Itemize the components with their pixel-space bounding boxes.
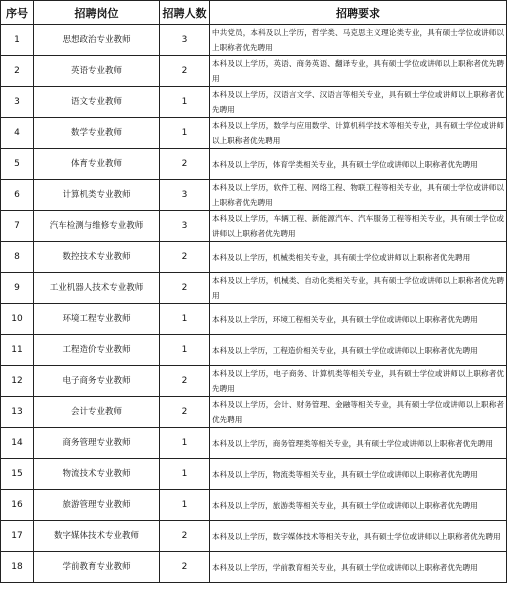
table-header xyxy=(1,1,507,25)
row-requirement: 本科及以上学历，车辆工程、新能源汽车、汽车服务工程等相关专业，具有硕士学位或讲师以上职称者优先聘用 xyxy=(210,211,507,242)
table-row xyxy=(1,242,507,273)
row-position: 会计专业教师 xyxy=(34,397,160,428)
row-index: 14 xyxy=(1,428,34,459)
row-count: 1 xyxy=(160,335,210,366)
table-row xyxy=(1,149,507,180)
row-position: 计算机类专业教师 xyxy=(34,180,160,211)
row-count: 3 xyxy=(160,25,210,56)
row-position: 数控技术专业教师 xyxy=(34,242,160,273)
row-count: 2 xyxy=(160,242,210,273)
row-count: 1 xyxy=(160,459,210,490)
row-position: 体育专业教师 xyxy=(34,149,160,180)
row-count: 1 xyxy=(160,490,210,521)
row-requirement: 本科及以上学历，学前教育相关专业，具有硕士学位或讲师以上职称者优先聘用 xyxy=(210,552,507,583)
row-requirement: 本科及以上学历，物流类等相关专业，具有硕士学位或讲师以上职称者优先聘用 xyxy=(210,459,507,490)
table-row xyxy=(1,459,507,490)
row-requirement: 本科及以上学历，数学与应用数学、计算机科学技术等相关专业，具有硕士学位或讲师以上职称者优先聘用 xyxy=(210,118,507,149)
row-position: 旅游管理专业教师 xyxy=(34,490,160,521)
table-row xyxy=(1,335,507,366)
table-row xyxy=(1,490,507,521)
row-requirement: 本科及以上学历，英语、商务英语、翻译专业，具有硕士学位或讲师以上职称者优先聘用 xyxy=(210,56,507,87)
table-row xyxy=(1,25,507,56)
row-position: 工业机器人技术专业教师 xyxy=(34,273,160,304)
header-count: 招聘人数 xyxy=(160,1,210,25)
row-index: 18 xyxy=(1,552,34,583)
table-row xyxy=(1,428,507,459)
row-requirement: 本科及以上学历，旅游类等相关专业，具有硕士学位或讲师以上职称者优先聘用 xyxy=(210,490,507,521)
row-position: 物流技术专业教师 xyxy=(34,459,160,490)
row-requirement: 中共党员，本科及以上学历，哲学类、马克思主义理论类专业，具有硕士学位或讲师以上职称者优先聘用 xyxy=(210,25,507,56)
row-index: 11 xyxy=(1,335,34,366)
row-count: 1 xyxy=(160,428,210,459)
row-count: 1 xyxy=(160,304,210,335)
row-index: 10 xyxy=(1,304,34,335)
row-count: 3 xyxy=(160,180,210,211)
row-index: 17 xyxy=(1,521,34,552)
row-count: 1 xyxy=(160,87,210,118)
row-position: 商务管理专业教师 xyxy=(34,428,160,459)
row-position: 电子商务专业教师 xyxy=(34,366,160,397)
row-requirement: 本科及以上学历，商务管理类等相关专业，具有硕士学位或讲师以上职称者优先聘用 xyxy=(210,428,507,459)
row-index: 1 xyxy=(1,25,34,56)
row-requirement: 本科及以上学历，机械类、自动化类相关专业，具有硕士学位或讲师以上职称者优先聘用 xyxy=(210,273,507,304)
table-row xyxy=(1,211,507,242)
row-count: 2 xyxy=(160,552,210,583)
row-requirement: 本科及以上学历，汉语言文学、汉语言等相关专业，具有硕士学位或讲师以上职称者优先聘用 xyxy=(210,87,507,118)
header-position: 招聘岗位 xyxy=(34,1,160,25)
row-index: 3 xyxy=(1,87,34,118)
row-index: 2 xyxy=(1,56,34,87)
header-row xyxy=(1,1,507,25)
table-row xyxy=(1,397,507,428)
row-requirement: 本科及以上学历，会计、财务管理、金融等相关专业，具有硕士学位或讲师以上职称者优先聘用 xyxy=(210,397,507,428)
row-count: 2 xyxy=(160,273,210,304)
row-requirement: 本科及以上学历，机械类相关专业，具有硕士学位或讲师以上职称者优先聘用 xyxy=(210,242,507,273)
row-index: 4 xyxy=(1,118,34,149)
row-requirement: 本科及以上学历，数字媒体技术等相关专业，具有硕士学位或讲师以上职称者优先聘用 xyxy=(210,521,507,552)
table-row xyxy=(1,56,507,87)
row-requirement: 本科及以上学历，工程造价相关专业，具有硕士学位或讲师以上职称者优先聘用 xyxy=(210,335,507,366)
row-index: 5 xyxy=(1,149,34,180)
row-count: 2 xyxy=(160,521,210,552)
table-body xyxy=(1,25,507,583)
row-index: 8 xyxy=(1,242,34,273)
table-row xyxy=(1,273,507,304)
row-requirement: 本科及以上学历，电子商务、计算机类等相关专业，具有硕士学位或讲师以上职称者优先聘用 xyxy=(210,366,507,397)
table-row xyxy=(1,180,507,211)
row-index: 12 xyxy=(1,366,34,397)
table-row xyxy=(1,87,507,118)
row-count: 2 xyxy=(160,397,210,428)
row-index: 6 xyxy=(1,180,34,211)
row-requirement: 本科及以上学历，软件工程、网络工程、物联工程等相关专业，具有硕士学位或讲师以上职称者优先聘用 xyxy=(210,180,507,211)
row-count: 2 xyxy=(160,366,210,397)
row-position: 思想政治专业教师 xyxy=(34,25,160,56)
row-position: 英语专业教师 xyxy=(34,56,160,87)
table-row xyxy=(1,521,507,552)
row-requirement: 本科及以上学历，体育学类相关专业，具有硕士学位或讲师以上职称者优先聘用 xyxy=(210,149,507,180)
header-requirement: 招聘要求 xyxy=(210,1,507,25)
row-index: 15 xyxy=(1,459,34,490)
header-index: 序号 xyxy=(1,1,34,25)
table-row xyxy=(1,552,507,583)
table-row xyxy=(1,304,507,335)
table-row xyxy=(1,118,507,149)
row-position: 学前教育专业教师 xyxy=(34,552,160,583)
row-requirement: 本科及以上学历，环境工程相关专业，具有硕士学位或讲师以上职称者优先聘用 xyxy=(210,304,507,335)
row-position: 工程造价专业教师 xyxy=(34,335,160,366)
row-position: 数学专业教师 xyxy=(34,118,160,149)
row-count: 2 xyxy=(160,56,210,87)
row-position: 汽车检测与维修专业教师 xyxy=(34,211,160,242)
row-count: 2 xyxy=(160,149,210,180)
row-position: 语文专业教师 xyxy=(34,87,160,118)
row-count: 3 xyxy=(160,211,210,242)
row-index: 16 xyxy=(1,490,34,521)
row-index: 7 xyxy=(1,211,34,242)
row-index: 9 xyxy=(1,273,34,304)
row-index: 13 xyxy=(1,397,34,428)
row-count: 1 xyxy=(160,118,210,149)
table-row xyxy=(1,366,507,397)
row-position: 数字媒体技术专业教师 xyxy=(34,521,160,552)
row-position: 环境工程专业教师 xyxy=(34,304,160,335)
